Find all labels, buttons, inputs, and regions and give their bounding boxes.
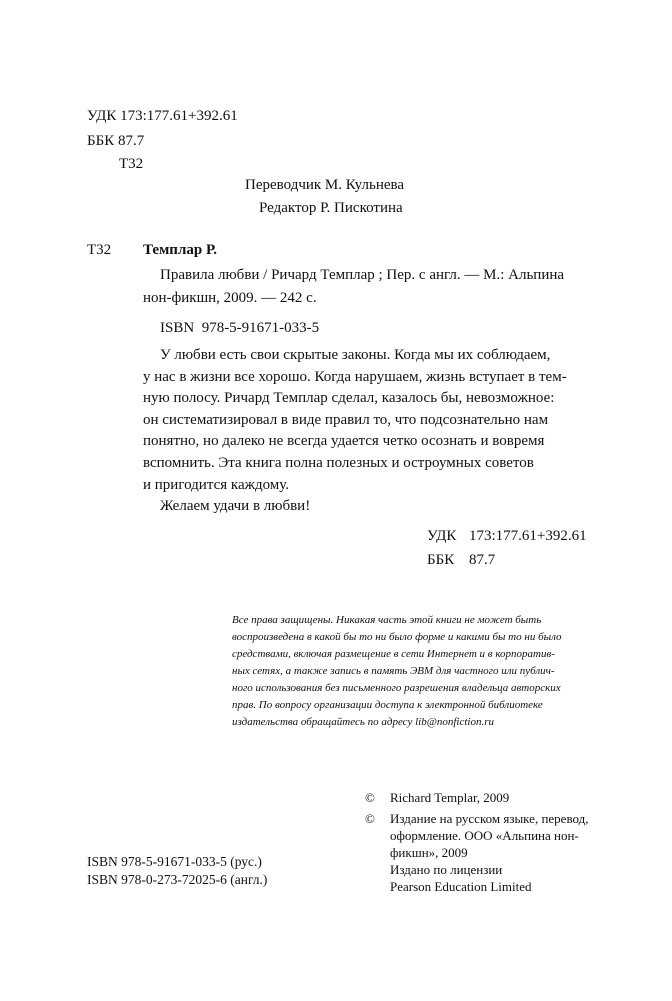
header-udk: УДК 173:177.61+392.61 bbox=[87, 108, 238, 124]
abstract-wish: Желаем удачи в любви! bbox=[160, 498, 311, 515]
copyright-holder: Richard Templar, 2009 bbox=[390, 790, 510, 805]
legal-line: воспроизведена в какой бы то ни было форме и какими бы то ни было bbox=[232, 631, 562, 643]
copyright-edition-line: оформление. ООО «Альпина нон- bbox=[390, 828, 579, 843]
udk-label: УДК bbox=[427, 528, 457, 544]
legal-line: прав. По вопросу организации доступа к электронной библиотеке bbox=[232, 699, 543, 711]
legal-line: средствами, включая размещение в сети Интернет и в корпоратив- bbox=[232, 648, 555, 660]
license-publisher: Pearson Education Limited bbox=[390, 879, 532, 894]
translator-credit: Переводчик М. Кульнева bbox=[245, 177, 405, 193]
abstract-line: У любви есть свои скрытые законы. Когда мы их соблюдаем, bbox=[160, 347, 551, 363]
catalog-isbn-label: ISBN bbox=[160, 320, 195, 336]
legal-line: издательства обращайтесь по адресу lib@nonfiction.ru bbox=[232, 716, 494, 728]
abstract-paragraph bbox=[143, 345, 567, 518]
legal-line: ных сетях, а также запись в память ЭВМ для частного или публич- bbox=[232, 665, 555, 677]
isbn-english: ISBN 978-0-273-72025-6 (англ.) bbox=[87, 872, 268, 887]
legal-notice bbox=[232, 612, 607, 731]
license-line: Издано по лицензии bbox=[390, 862, 503, 877]
legal-line: Все права защищены. Никакая часть этой книги не может быть bbox=[232, 614, 542, 626]
catalog-isbn-value: 978-5-91671-033-5 bbox=[201, 320, 320, 336]
copyright-edition-line: Издание на русском языке, перевод, bbox=[390, 811, 589, 826]
abstract-line: и пригодится каждому. bbox=[143, 476, 290, 493]
bbk-label: ББК bbox=[427, 552, 455, 568]
legal-line: ного использования без письменного разрешения владельца авторских bbox=[232, 682, 561, 694]
catalog-author: Темплар Р. bbox=[143, 242, 217, 258]
abstract-line: ную полосу. Ричард Темплар сделал, казалось бы, невозможное: bbox=[143, 390, 555, 407]
udk-value: 173:177.61+392.61 bbox=[469, 528, 587, 544]
isbn-russian: ISBN 978-5-91671-033-5 (рус.) bbox=[87, 854, 262, 869]
header-bbk: ББК 87.7 bbox=[87, 133, 145, 149]
copyright-symbol: © bbox=[365, 811, 375, 826]
copyright-symbol: © bbox=[365, 790, 375, 805]
copyright-edition-line: фикшн», 2009 bbox=[390, 845, 468, 860]
catalog-description-line-2: нон-фикшн, 2009. — 242 с. bbox=[143, 290, 317, 306]
abstract-line: понятно, но далеко не всегда удается четко осознать и вовремя bbox=[143, 433, 545, 450]
bbk-value: 87.7 bbox=[469, 552, 496, 568]
header-code: Т32 bbox=[119, 156, 144, 172]
abstract-line: он систематизировал в виде правил то, что подсознательно нам bbox=[143, 411, 549, 428]
abstract-line: вспомнить. Эта книга полна полезных и остроумных советов bbox=[143, 454, 534, 471]
catalog-isbn bbox=[160, 318, 319, 338]
catalog-code: Т32 bbox=[87, 242, 112, 258]
editor-credit: Редактор Р. Пискотина bbox=[259, 200, 403, 216]
catalog-description-line-1: Правила любви / Ричард Темплар ; Пер. с англ. — М.: Альпина bbox=[160, 267, 565, 283]
abstract-line: у нас в жизни все хорошо. Когда нарушаем, жизнь вступает в тем- bbox=[143, 368, 567, 385]
